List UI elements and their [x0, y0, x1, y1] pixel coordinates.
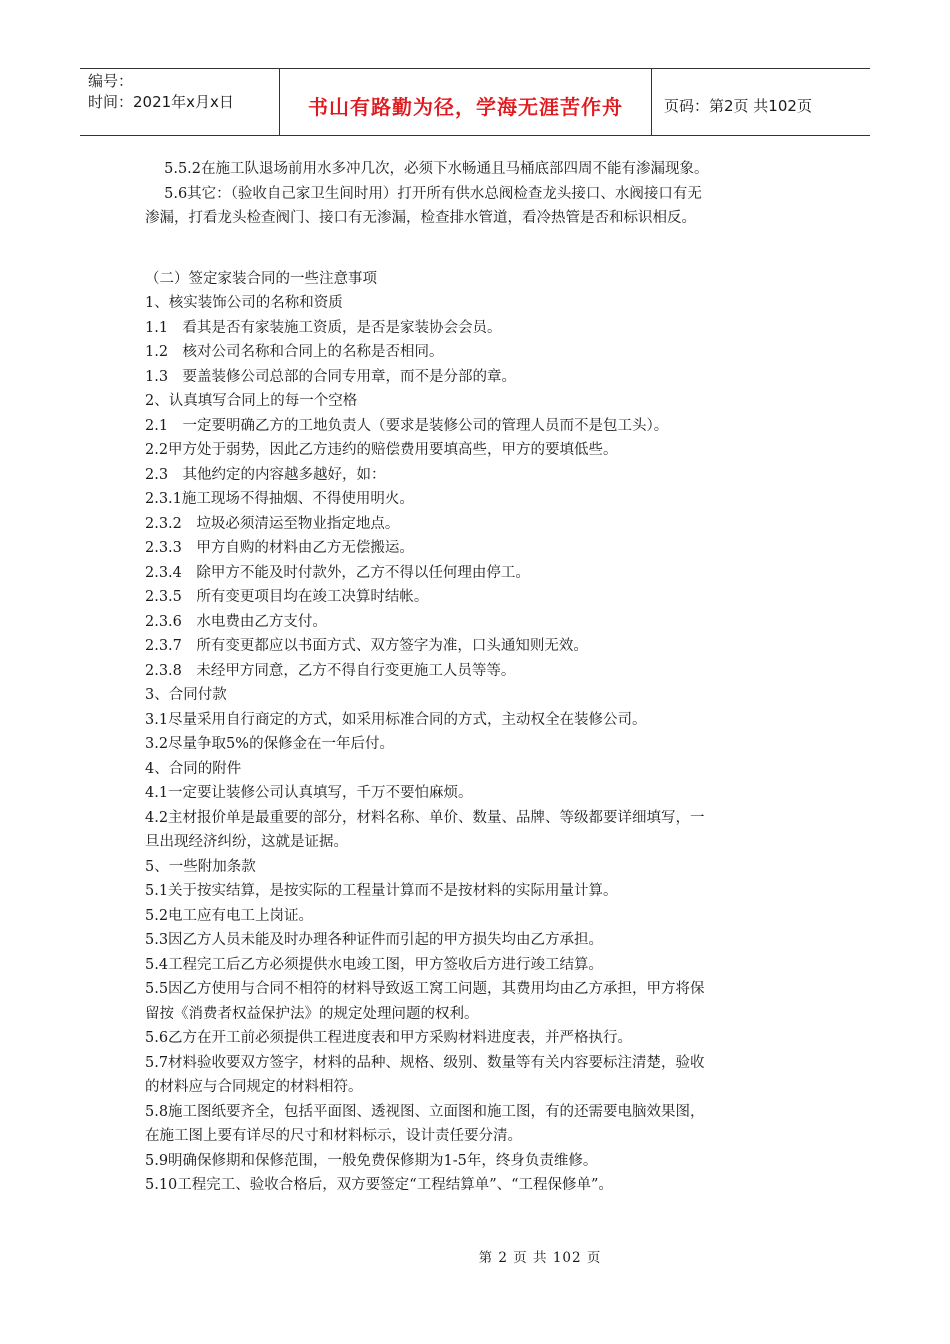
page-header	[80, 68, 870, 136]
header-page-info-cell	[652, 69, 870, 135]
contract-notes-section	[145, 267, 805, 1198]
list-item: 3.1尽量采用自行商定的方式，如采用标准合同的方式，主动权全在装修公司。	[145, 711, 647, 728]
paragraph-line: 5.6其它：（验收自己家卫生间时用）打开所有供水总阀检查龙头接口、水阀接口有无	[145, 185, 702, 202]
document-date: 时间：2021年x月x日	[88, 93, 234, 111]
paragraph-line: 5.5.2在施工队退场前用水多冲几次，必须下水畅通且马桶底部四周不能有渗漏现象。	[145, 161, 709, 177]
list-item: 5.5因乙方使用与合同不相符的材料导致返工窝工问题，其费用均由乙方承担，甲方将保	[145, 981, 705, 997]
subsection-heading: 2、认真填写合同上的每一个空格	[145, 393, 358, 409]
list-item: 5.1关于按实结算，是按实际的工程量计算而不是按材料的实际用量计算。	[145, 883, 618, 899]
list-item: 5.8施工图纸要齐全，包括平面图、透视图、立面图和施工图，有的还需要电脑效果图，	[145, 1103, 705, 1120]
list-item-continuation: 留按《消费者权益保护法》的规定处理问题的权利。	[145, 1005, 479, 1022]
list-item: 5.4工程完工后乙方必须提供水电竣工图，甲方签收后方进行竣工结算。	[145, 956, 604, 973]
list-item: 5.6乙方在开工前必须提供工程进度表和甲方采购材料进度表，并严格执行。	[145, 1030, 633, 1046]
top-section	[145, 157, 805, 231]
list-item: 2.3.6 水电费由乙方支付。	[145, 613, 327, 630]
list-item: 2.2甲方处于弱势，因此乙方违约的赔偿费用要填高些，甲方的要填低些。	[145, 442, 618, 458]
paragraph-line: 渗漏，打看龙头检查阀门、接口有无渗漏，检查排水管道，看冷热管是否和标识相反。	[145, 210, 696, 226]
list-item: 2.3.5 所有变更项目均在竣工决算时结帐。	[145, 589, 429, 605]
list-item: 2.3 其他约定的内容越多越好，如：	[145, 466, 386, 483]
list-item: 5.10工程完工、验收合格后，双方要签定“工程结算单”、“工程保修单”。	[145, 1177, 613, 1193]
list-item: 5.9明确保修期和保修范围，一般免费保修期为1-5年，终身负责维修。	[145, 1152, 598, 1169]
list-item: 2.3.4 除甲方不能及时付款外，乙方不得以任何理由停工。	[145, 564, 530, 581]
list-item: 4.2主材报价单是最重要的部分，材料名称、单价、数量、品牌、等级都要详细填写，一	[145, 809, 705, 826]
list-item: 1.3 要盖装修公司总部的合同专用章，而不是分部的章。	[145, 368, 517, 385]
header-motto: 书山有路勤为径，学海无涯苦作舟	[308, 94, 623, 119]
header-page-info: 页码：第2页 共102页	[664, 96, 812, 115]
header-motto-cell	[280, 69, 652, 135]
list-item: 2.3.8 未经甲方同意，乙方不得自行变更施工人员等等。	[145, 662, 516, 679]
page-footer: 第 2 页 共 102 页	[478, 1250, 602, 1266]
subsection-heading: 3、合同付款	[145, 687, 227, 703]
section-heading: （二）签定家装合同的一些注意事项	[145, 270, 377, 287]
list-item: 2.3.3 甲方自购的材料由乙方无偿搬运。	[145, 540, 414, 556]
list-item: 1.1 看其是否有家装施工资质，是否是家装协会会员。	[145, 319, 502, 336]
list-item: 4.1一定要让装修公司认真填写，千万不要怕麻烦。	[145, 785, 473, 801]
list-item: 5.3因乙方人员未能及时办理各种证件而引起的甲方损失均由乙方承担。	[145, 932, 604, 948]
list-item: 5.2电工应有电工上岗证。	[145, 907, 314, 924]
list-item: 2.3.2 垃圾必须清运至物业指定地点。	[145, 515, 400, 532]
list-item: 3.2尽量争取5%的保修金在一年后付。	[145, 736, 395, 752]
list-item-continuation: 的材料应与合同规定的材料相符。	[145, 1079, 363, 1095]
subsection-heading: 1、核实装饰公司的名称和资质	[145, 295, 343, 311]
list-item-continuation: 在施工图上要有详尽的尺寸和材料标示，设计责任要分清。	[145, 1128, 522, 1144]
subsection-heading: 4、合同的附件	[145, 760, 242, 777]
list-item: 1.2 核对公司名称和合同上的名称是否相同。	[145, 344, 444, 360]
list-item: 2.3.7 所有变更都应以书面方式、双方签字为准，口头通知则无效。	[145, 638, 588, 654]
subsection-heading: 5、一些附加条款	[145, 858, 256, 875]
header-meta	[80, 69, 280, 135]
document-number: 编号：	[88, 72, 134, 90]
section-gap	[145, 231, 805, 267]
list-item: 5.7材料验收要双方签字，材料的品种、规格、级别、数量等有关内容要标注清楚，验收	[145, 1054, 705, 1071]
document-body	[145, 157, 805, 1198]
list-item: 2.1 一定要明确乙方的工地负责人（要求是装修公司的管理人员而不是包工头）。	[145, 417, 669, 434]
list-item: 2.3.1施工现场不得抽烟、不得使用明火。	[145, 491, 414, 507]
list-item-continuation: 旦出现经济纠纷，这就是证据。	[145, 834, 348, 850]
